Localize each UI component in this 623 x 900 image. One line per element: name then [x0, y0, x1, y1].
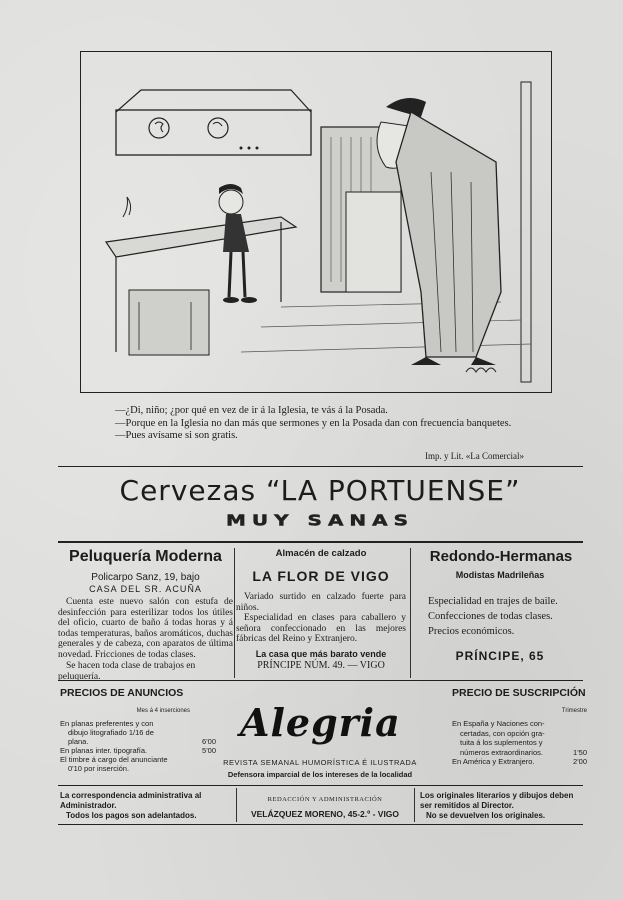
ad-price-value: 6'00	[202, 737, 216, 746]
divider	[58, 785, 583, 786]
footer-note: Todos los pagos son adelantados.	[66, 811, 197, 820]
column-divider	[236, 788, 237, 822]
calzado-slogan: La casa que más barato vende	[255, 648, 387, 659]
calzado-address: PRÍNCIPE NÚM. 49. — VIGO	[257, 659, 385, 671]
subscription-row: En España y Naciones con-	[452, 719, 545, 728]
footer-office-address: VELÁZQUEZ MORENO, 45-2.º - VIGO	[250, 809, 400, 819]
alegria-subtitle: REVISTA SEMANAL HUMORÍSTICA É ILUSTRADA	[223, 758, 417, 767]
redondo-list	[428, 594, 580, 639]
calzado-kicker: Almacén de calzado	[275, 548, 367, 559]
redondo-title: Redondo-Hermanas	[429, 548, 573, 565]
divider	[58, 541, 583, 543]
cartoon-illustration	[80, 51, 552, 393]
footer-note: No se devuelven los originales.	[426, 811, 546, 820]
ad-price-row: En planas inter. tipografía.	[60, 746, 148, 755]
subscription-row: tuita á los suplementos y	[460, 738, 543, 747]
peluqueria-ad	[58, 548, 233, 682]
subscription-section	[452, 688, 587, 767]
caption-line: —Pues avísame si son gratis.	[115, 430, 238, 441]
calzado-body2: Especialidad en clases para caballero y señora confeccionado en las mejores fábricas del Reino y Extranjero.	[236, 613, 406, 644]
divider	[58, 466, 583, 467]
ad-prices-note: Mes á 4 inserciones	[136, 708, 190, 714]
column-divider	[234, 548, 235, 678]
cartoon-caption	[115, 405, 585, 443]
redondo-ad	[420, 548, 580, 663]
calzado-title: LA FLOR DE VIGO	[252, 568, 390, 584]
subscription-value: 1'50	[573, 747, 587, 757]
divider	[58, 680, 583, 681]
ad-price-row: dibujo litografiado 1/16 de	[68, 728, 154, 737]
subscription-rows	[452, 719, 587, 767]
peluqueria-subtitle: CASA DEL SR. ACUÑA	[89, 584, 202, 594]
subscription-value: 2'00	[573, 757, 587, 766]
caption-line: —¿Di, niño; ¿por qué en vez de ir á la Iglesia, te vás á la Posada.	[115, 405, 388, 416]
peluqueria-title: Peluquería Moderna	[69, 548, 222, 565]
subscription-note: Trimestre	[561, 708, 587, 714]
footer-office-label: REDACCIÓN Y ADMINISTRACIÓN	[267, 796, 383, 803]
printer-credit: Imp. y Lit. «La Comercial»	[425, 451, 524, 461]
beer-ad-tagline: MUY SANAS	[225, 511, 415, 529]
subscription-title: PRECIO DE SUSCRIPCIÓN	[452, 687, 586, 699]
redondo-line: Confecciones de todas clases.	[428, 611, 553, 622]
redondo-address: PRÍNCIPE, 65	[455, 649, 545, 663]
ad-price-row: plana.	[68, 737, 89, 746]
peluqueria-body2: Se hacen toda clase de trabajos en peluquería.	[58, 661, 196, 682]
divider	[58, 824, 583, 825]
calzado-body: Variado surtido en calzado fuerte para niños.	[236, 592, 406, 613]
footer-note: Los originales literarios y dibujos deben ser remitidos al Director.	[420, 791, 574, 810]
column-divider	[414, 788, 415, 822]
peluqueria-body: Cuenta este nuevo salón con estufa de desinfección para esterilizar todos los útiles del oficio, cuarto de baño á todas horas y á todas temperaturas, baños aromáticos, duchas generales y de cabeza, con aparatos de última novedad. Fricciones de todas clases.	[58, 597, 233, 660]
redondo-line: Precios económicos.	[428, 626, 515, 637]
footer-right	[420, 791, 585, 821]
subscription-row: En América y Extranjero.	[452, 757, 535, 766]
subscription-row: certadas, con opción gra-	[460, 728, 545, 738]
footer-mid	[240, 795, 410, 819]
ad-price-row: En planas preferentes y con	[60, 719, 154, 728]
column-divider	[410, 548, 411, 678]
beer-ad-title: Cervezas “LA PORTUENSE”	[119, 474, 521, 507]
redondo-subtitle: Modistas Madrileñas	[455, 570, 545, 580]
ad-price-row: El timbre á cargo del anunciante	[60, 755, 168, 764]
ad-prices-title: PRECIOS DE ANUNCIOS	[60, 687, 184, 699]
ad-price-value: 5'00	[202, 746, 216, 755]
calzado-ad	[236, 548, 406, 671]
footer-note: La correspondencia administrativa al Administrador.	[60, 791, 202, 810]
alegria-logo: Alegria	[240, 700, 401, 745]
redondo-line: Especialidad en trajes de baile.	[428, 596, 558, 607]
caption-line: —Porque en la Iglesia no dan más que sermones y en la Posada dan con frecuencia banquetes.	[115, 417, 512, 429]
ad-price-row: 0'10 por inserción.	[68, 764, 130, 773]
cartoon-drawing	[81, 52, 551, 392]
alegria-tagline: Defensora imparcial de los intereses de la localidad	[227, 770, 413, 779]
footer-left	[60, 791, 230, 821]
peluqueria-address: Policarpo Sanz, 19, bajo	[91, 572, 200, 583]
subscription-row: números extraordinarios.	[460, 747, 543, 757]
